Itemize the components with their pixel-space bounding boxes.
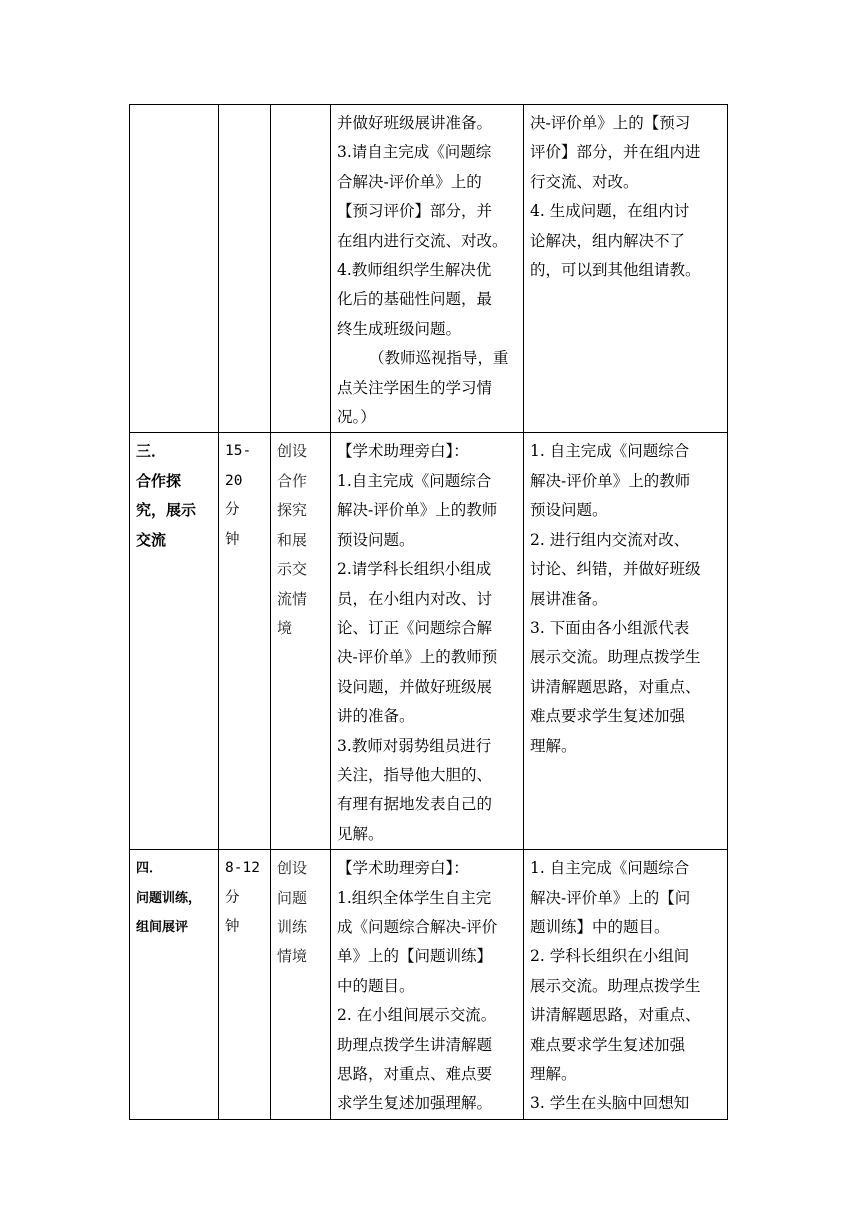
student-activity-cell bbox=[524, 850, 728, 1120]
cell-text-line: 中的题目。 bbox=[337, 976, 415, 995]
cell-text-line: 3.教师对弱势组员进行 bbox=[337, 736, 492, 755]
teacher-activity-cell bbox=[331, 433, 524, 850]
cell-text-line: 点关注学困生的学习情 bbox=[337, 378, 493, 397]
cell-text-line: （教师巡视指导，重 bbox=[369, 349, 509, 368]
cell-text-line: 解决-评价单》上的教师 bbox=[337, 501, 498, 520]
cell-text-line: 展示交流。助理点拨学生 bbox=[530, 976, 701, 995]
cell-text-line: 题训练】中的题目。 bbox=[530, 917, 670, 936]
cell-text-line: 成《问题综合解决-评价 bbox=[337, 917, 498, 936]
cell-text-line: 和展 bbox=[277, 530, 308, 549]
cell-text-line: 3. 学生在头脑中回想知 bbox=[530, 1094, 690, 1113]
situation-cell bbox=[271, 105, 331, 433]
teacher-activity-cell bbox=[331, 850, 524, 1120]
cell-text-line: 求学生复述加强理解。 bbox=[337, 1094, 493, 1113]
stage-cell bbox=[130, 433, 219, 850]
cell-text-line: 难点要求学生复述加强 bbox=[530, 707, 686, 726]
cell-text-line: 四． bbox=[136, 861, 163, 877]
cell-text-line: 1. 自主完成《问题综合 bbox=[530, 859, 690, 878]
cell-text-line: 化后的基础性问题，最 bbox=[337, 290, 493, 309]
cell-text-line: 论解决，组内解决不了 bbox=[530, 231, 686, 250]
cell-text-line: 1. 自主完成《问题综合 bbox=[530, 442, 690, 461]
cell-text-line: 决-评价单》上的【预习 bbox=[530, 114, 691, 132]
cell-text-line: 展示交流。助理点拨学生 bbox=[530, 648, 701, 667]
teacher-activity-cell bbox=[331, 105, 524, 433]
stage-cell bbox=[130, 850, 219, 1120]
cell-text-line: 【预习评价】部分，并 bbox=[337, 202, 493, 221]
cell-text-line: 论、订正《问题综合解 bbox=[337, 618, 493, 637]
cell-text-line: 交流 bbox=[136, 530, 167, 549]
cell-text-line: 2.请学科长组织小组成 bbox=[337, 560, 492, 579]
time-cell bbox=[219, 850, 271, 1120]
cell-text-line: 解决-评价单》上的【问 bbox=[530, 888, 691, 907]
cell-text-line: 4. 生成问题，在组内讨 bbox=[530, 202, 690, 221]
cell-text-line: 单》上的【问题训练】 bbox=[337, 947, 493, 966]
time-cell bbox=[219, 105, 271, 433]
cell-text-line: 创设 bbox=[277, 859, 308, 878]
cell-text-line: 3.请自主完成《问题综 bbox=[337, 143, 492, 162]
cell-text-line: 评价】部分，并在组内进 bbox=[530, 143, 701, 162]
cell-text-line: 况。） bbox=[337, 408, 376, 427]
cell-text-line: 【学术助理旁白】： bbox=[337, 442, 469, 461]
cell-text-line: 解决-评价单》上的教师 bbox=[530, 471, 691, 490]
stage-cell bbox=[130, 105, 219, 433]
cell-text-line: 见解。 bbox=[337, 824, 384, 843]
table-row bbox=[130, 105, 728, 433]
cell-text-line: 预设问题。 bbox=[337, 530, 415, 549]
cell-text-line: 示交 bbox=[277, 560, 308, 579]
cell-text-line: 有理有据地发表自己的 bbox=[337, 795, 493, 814]
cell-text-line: 讨论、纠错，并做好班级 bbox=[530, 560, 701, 579]
cell-text-line: 20 bbox=[225, 472, 243, 489]
time-cell bbox=[219, 433, 271, 850]
cell-text-line: 3. 下面由各小组派代表 bbox=[530, 618, 690, 637]
cell-text-line: 训练 bbox=[277, 917, 308, 936]
cell-text-line: 2. 在小组间展示交流。 bbox=[337, 1006, 497, 1025]
cell-text-line: 组间展评 bbox=[136, 919, 189, 935]
cell-text-line: 终生成班级问题。 bbox=[337, 319, 462, 338]
cell-text-line: 【学术助理旁白】： bbox=[337, 859, 469, 878]
cell-text-line: 讲清解题思路，对重点、 bbox=[530, 1006, 701, 1025]
cell-text-line: 境 bbox=[277, 618, 293, 637]
cell-text-line: 助理点拨学生讲清解题 bbox=[337, 1035, 493, 1054]
cell-text-line: 合作探 bbox=[136, 471, 182, 490]
cell-text-line: 决-评价单》上的教师预 bbox=[337, 648, 498, 667]
cell-text-line: 探究 bbox=[277, 501, 308, 520]
cell-text-line: 钟 bbox=[225, 918, 240, 935]
cell-text-line: 员，在小组内对改、讨 bbox=[337, 589, 493, 608]
cell-text-line: 问题训练， bbox=[136, 890, 202, 906]
table-row bbox=[130, 850, 728, 1120]
cell-text-line: 合解决-评价单》上的 bbox=[337, 172, 482, 191]
cell-text-line: 钟 bbox=[225, 531, 240, 548]
cell-text-line: 问题 bbox=[277, 888, 308, 907]
situation-cell bbox=[271, 433, 331, 850]
lesson-plan-table bbox=[129, 104, 728, 1120]
cell-text-line: 预设问题。 bbox=[530, 501, 608, 520]
cell-text-line: 理解。 bbox=[530, 736, 577, 755]
student-activity-cell bbox=[524, 105, 728, 433]
cell-text-line: 情境 bbox=[277, 947, 308, 966]
cell-text-line: 讲的准备。 bbox=[337, 707, 415, 726]
cell-text-line: 1.组织全体学生自主完 bbox=[337, 888, 492, 907]
situation-cell bbox=[271, 850, 331, 1120]
cell-text-line: 关注，指导他大胆的、 bbox=[337, 765, 493, 784]
cell-text-line: 1.自主完成《问题综合 bbox=[337, 471, 492, 490]
cell-text-line: 展讲准备。 bbox=[530, 589, 608, 608]
cell-text-line: 三． bbox=[136, 442, 167, 461]
cell-text-line: 难点要求学生复述加强 bbox=[530, 1035, 686, 1054]
cell-text-line: 2. 学科长组织在小组间 bbox=[530, 947, 690, 966]
cell-text-line: 行交流、对改。 bbox=[530, 172, 639, 191]
cell-text-line: 理解。 bbox=[530, 1065, 577, 1083]
cell-text-line: 究，展示 bbox=[136, 501, 197, 520]
cell-text-line: 2. 进行组内交流对改、 bbox=[530, 530, 690, 549]
cell-text-line: 的，可以到其他组请教。 bbox=[530, 261, 701, 280]
student-activity-cell bbox=[524, 433, 728, 850]
cell-text-line: 15- bbox=[225, 443, 252, 460]
cell-text-line: 在组内进行交流、对改。 bbox=[337, 231, 508, 250]
cell-text-line: 思路，对重点、难点要 bbox=[337, 1065, 493, 1083]
cell-text-line: 并做好班级展讲准备。 bbox=[337, 114, 493, 132]
cell-text-line: 讲清解题思路，对重点、 bbox=[530, 677, 701, 696]
cell-text-line: 4.教师组织学生解决优 bbox=[337, 261, 492, 280]
cell-text-line: 创设 bbox=[277, 442, 308, 461]
cell-text-line: 合作 bbox=[277, 471, 308, 490]
cell-text-line: 分 bbox=[225, 889, 240, 906]
cell-text-line: 8-12 bbox=[225, 860, 260, 877]
cell-text-line: 流情 bbox=[277, 589, 308, 608]
cell-text-line: 设问题，并做好班级展 bbox=[337, 677, 493, 696]
cell-text-line: 分 bbox=[225, 502, 240, 519]
table-row bbox=[130, 433, 728, 850]
